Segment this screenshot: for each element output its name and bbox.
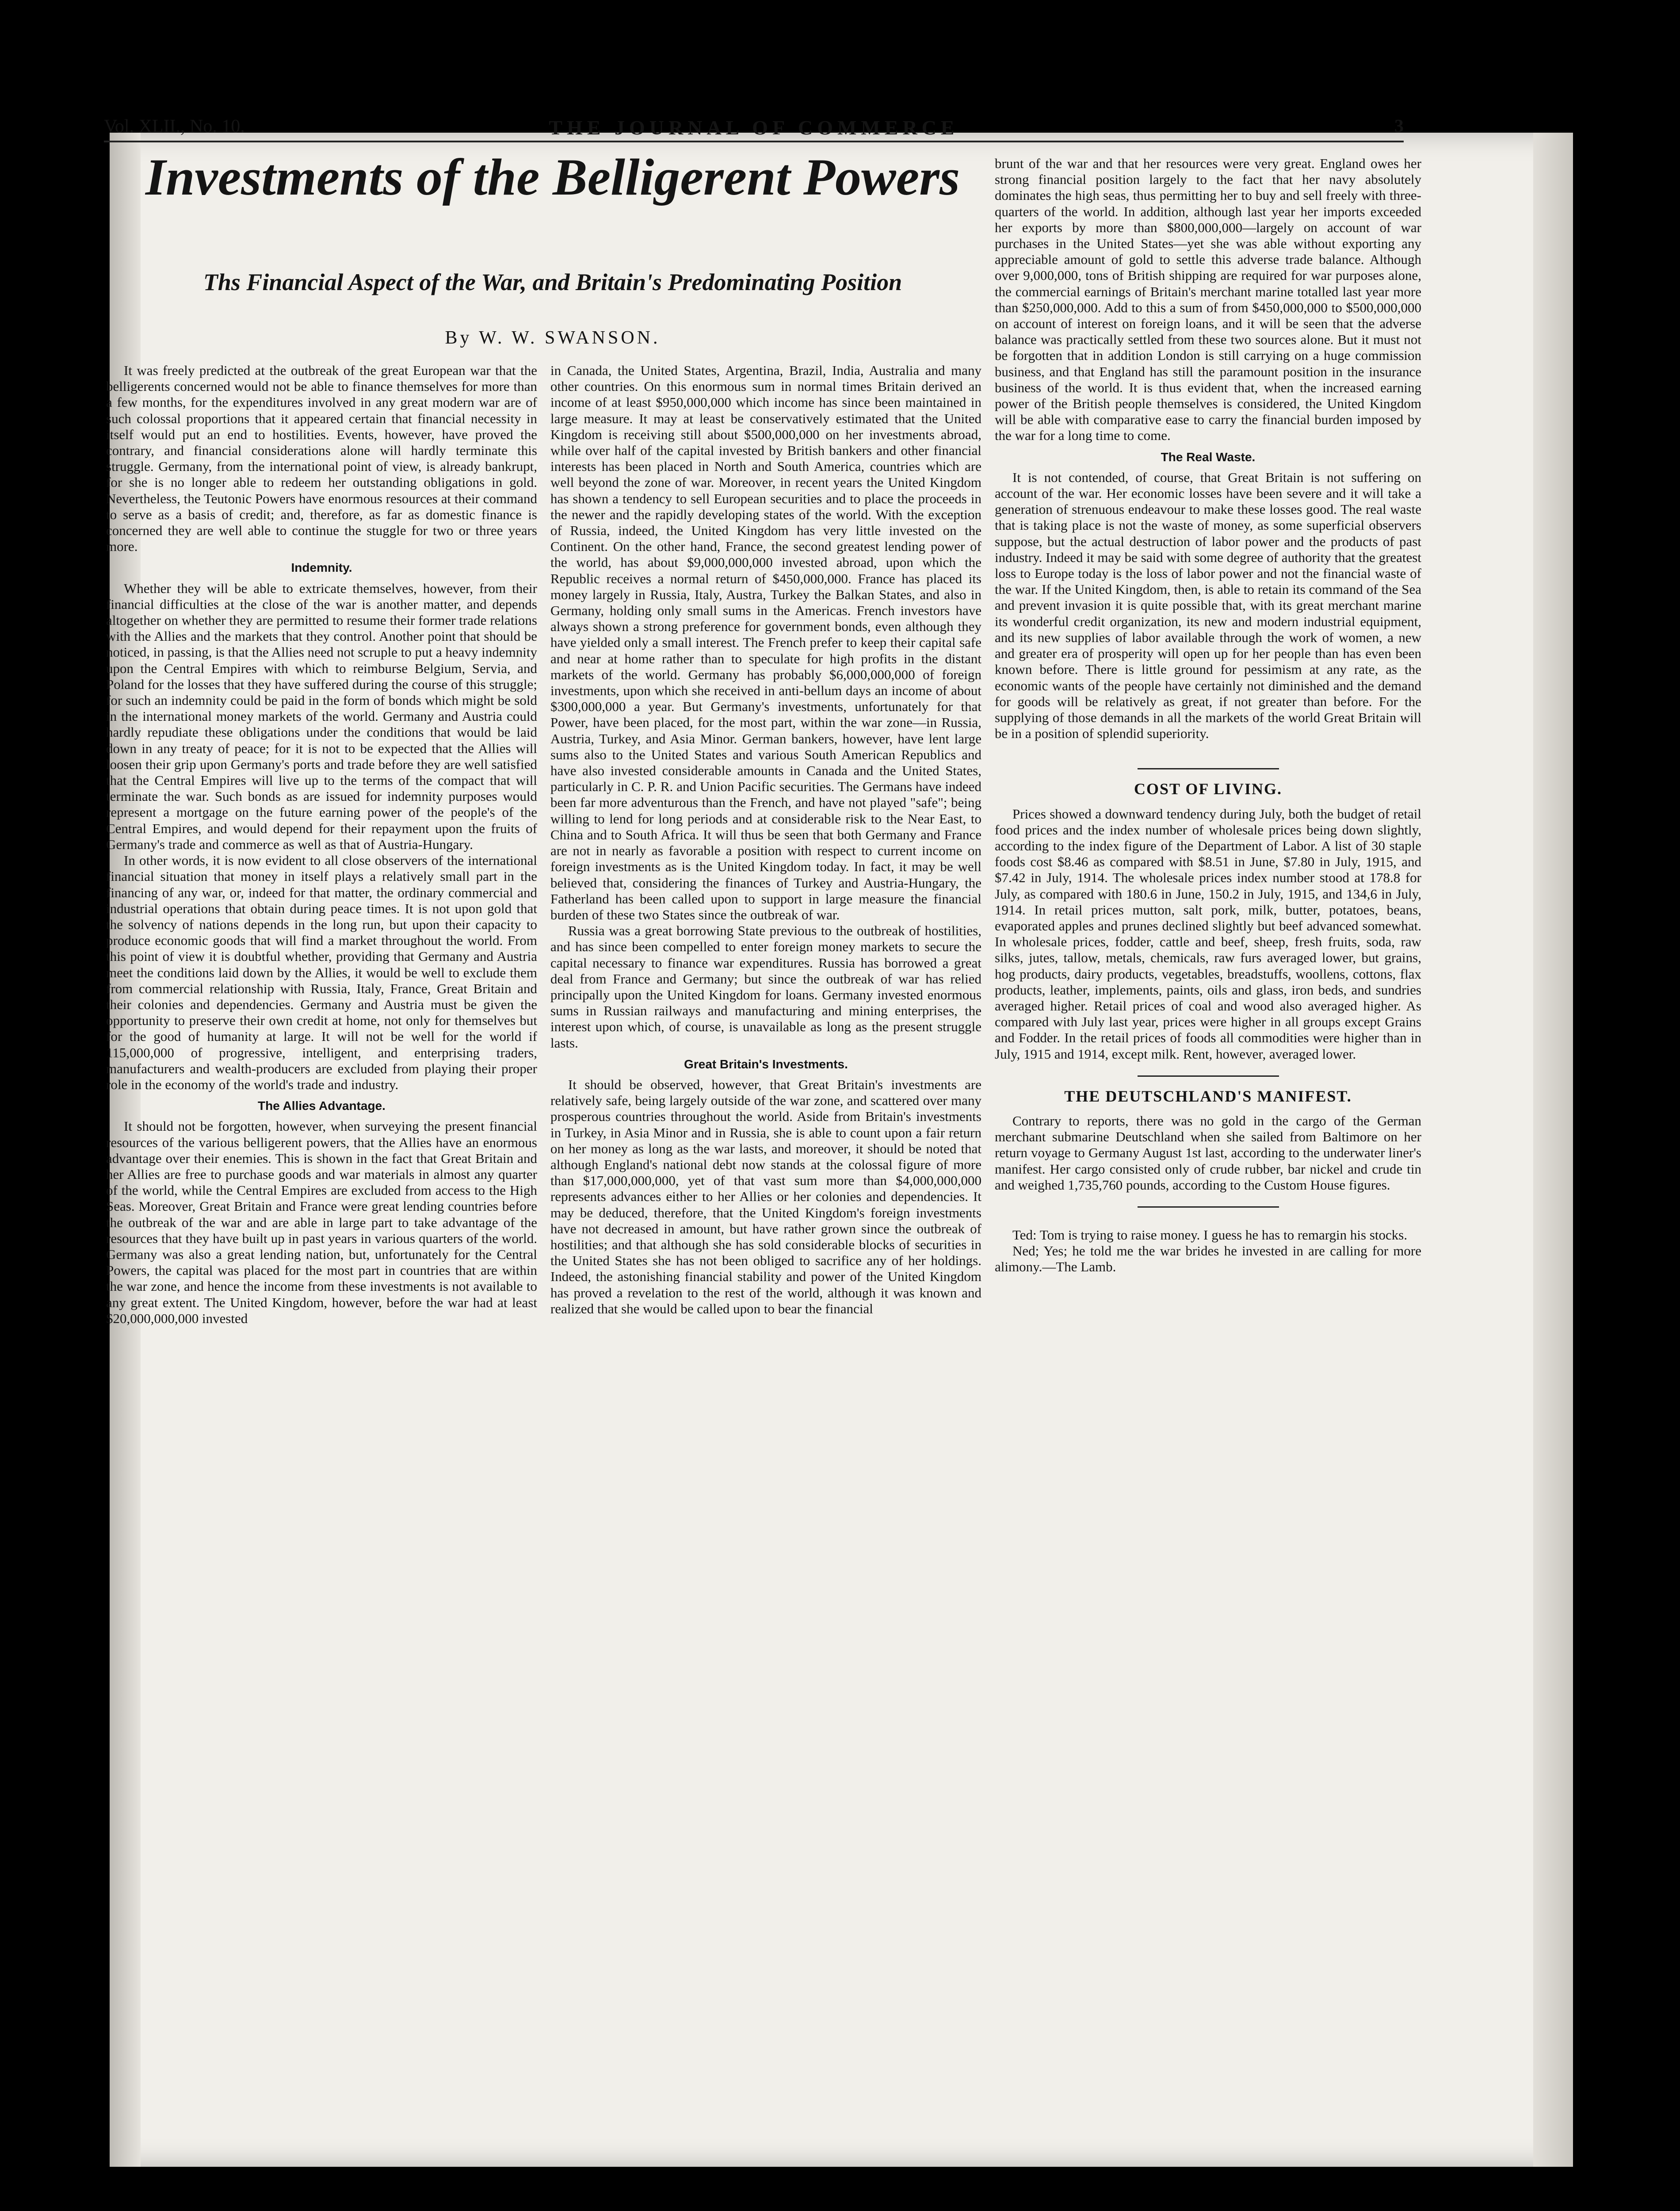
divider [1138, 1075, 1279, 1077]
article-column-3 [995, 156, 1421, 1275]
divider [1138, 768, 1279, 769]
page-right-edge [1533, 133, 1573, 2167]
section-heading-britains-investments: Great Britain's Investments. [684, 1057, 848, 1071]
article-byline: By W. W. SWANSON. [445, 328, 661, 348]
paragraph: It is not contended, of course, that Great Britain is not suffering on account of the war. Her economic losses have been severe and it will take a generation of strenuous endeavour to make these losses good. The real waste that is taking place is not the waste of money, as some superficial observers suppose, but the actual destruction of labor power and the products of past industry. Indeed it may be said with some degree of authority that the greatest loss to Europe today is the loss of labor power and not the financial waste of the war. If the United Kingdom, then, is able to retain its command of the Sea and prevent invasion it is quite possible that, with its great merchant marine its wonderful credit organization, its new and modern industrial equipment, and its new supplies of labor available through the work of women, a new and greater era of prosperity will open up for her people than has even been known before. There is little ground for pessimism at any rate, as the economic wants of the people have certainly not diminished and the demand for goods will be relatively as great, if not greater than before. For the supplying of those demands in all the markets of the world Great Britain will be in a position of splendid superiority. [995, 469, 1421, 742]
cost-of-living-title: COST OF LIVING. [1134, 780, 1283, 798]
divider [1138, 1206, 1279, 1208]
article-subheadline: Ths Financial Aspect of the War, and Britain's Predominating Position [203, 269, 902, 295]
joke-block [995, 1227, 1421, 1275]
paragraph: In other words, it is now evident to all close observers of the international financial situation that money in itself plays a relatively small part in the financing of any war, or, indeed for that matter, the ordinary commercial and industrial operations that obtain during peace times. It is not upon gold that the solvency of nations depends in the long run, but upon their capacity to produce economic goods that will find a market throughout the world. From this point of view it is doubtful whether, providing that Germany and Austria meet the conditions laid down by the Allies, it would be well to exclude them from commercial relationship with Russia, Italy, France, Great Britain and their colonies and dependencies. Germany and Austria must be given the opportunity to preserve their own credit at home, not only for themselves but for the good of humanity at large. It will not be well for the world if 115,000,000 of progressive, intelligent, and enterprising traders, manufacturers and wealth-producers are excluded from playing their proper role in the economy of the world's trade and industry. [106, 853, 537, 1092]
paragraph: Prices showed a downward tendency during July, both the budget of retail food prices and the index number of wholesale prices being down slightly, according to the index figure of the Department of Labor. A list of 30 staple foods cost $8.46 as compared with $8.51 in June, $7.80 in July, 1915, and $7.42 in July, 1914. The wholesale prices index number stood at 178.8 for July, as compared with 180.6 in June, 150.2 in July, 1915, and 134,6 in July, 1914. In retail prices mutton, salt pork, milk, butter, potatoes, beans, evaporated apples and prunes declined slightly but beef advanced somewhat. In wholesale prices, fodder, cattle and beef, sheep, fresh fruits, soda, raw silks, jutes, tallow, metals, chemicals, raw furs averaged lower, but grains, hog products, dairy products, vegetables, breadstuffs, woollens, cottons, flax products, leather, implements, paints, oils and glass, iron beds, and sundries averaged higher. Retail prices of coal and wood also averaged higher. As compared with July last year, prices were higher in all groups except Grains and Fodder. In the retail prices of foods all commodities were higher than in July, 1915 and 1914, except milk. Rent, however, averaged lower. [995, 806, 1421, 1062]
deutschland-manifest-title: THE DEUTSCHLAND'S MANIFEST. [1064, 1087, 1352, 1105]
paragraph: brunt of the war and that her resources were very great. England owes her strong financial position largely to the fact that her navy absolutely dominates the high seas, thus permitting her to buy and sell freely with three-quarters of the world. In addition, although last year her imports exceeded her exports by more than $800,000,000—largely on account of war purchases in the United States—yet she was able without exporting any appreciable amount of gold to settle this adverse trade balance. Although over 9,000,000, tons of British shipping are required for war purposes alone, the commercial earnings of Britain's merchant marine totalled last year more than $250,000,000. Add to this a sum of from $450,000,000 to $500,000,000 on account of interest on foreign loans, and it will be seen that the adverse balance was practically settled from these two sources alone. But it must not be forgotten that in addition London is still carrying on a huge commission business, and that England has still the paramount position in the insurance business of the world. It is thus evident that, when the increased earning power of the British people themselves is considered, the United Kingdom will be able with comparative ease to carry the financial burden imposed by the war for a long time to come. [995, 156, 1421, 444]
paragraph: Contrary to reports, there was no gold in the cargo of the German merchant submarine Deutschland when she sailed from Baltimore on her return voyage to Germany August 1st last, according to the underwater liner's manifest. Her cargo consisted only of crude rubber, bar nickel and crude tin and weighed 1,735,760 pounds, according to the Custom House figures. [995, 1113, 1421, 1193]
paragraph: It was freely predicted at the outbreak of the great European war that the belligerents concerned would not be able to finance themselves for more than a few months, for the expenditures involved in any great modern war are of such colossal proportions that it appeared certain that financial necessity in itself would put an end to hostilities. Events, however, have proved the contrary, and financial considerations alone will hardly terminate this struggle. Germany, from the international point of view, is already bankrupt, for she is no longer able to redeem her outstanding obligations in gold. Nevertheless, the Teutonic Powers have enormous resources at their command to serve as a basis of credit; and, therefore, as far as domestic finance is concerned they are well able to continue the stuggle for two or three years more. [106, 363, 537, 555]
paragraph: Whether they will be able to extricate themselves, however, from their financial difficulties at the close of the war is another matter, and depends altogether on whether they are permitted to resume their former trade relations with the Allies and the markets that they control. Another point that should be noticed, in passing, is that the Allies need not scruple to put a heavy indemnity upon the Central Empires with which to reimburse Belgium, Servia, and Poland for the losses that they have suffered during the course of this struggle; for such an indemnity could be paid in the form of bonds which might be sold in the international money markets of the world. Germany and Austria could hardly repudiate these obligations under the conditions that would be laid down in any treaty of peace; for it is not to be expected that the Allies will loosen their grip upon Germany's ports and trade before they are well satisfied that the Central Empires will live up to the terms of the compact that will terminate the war. Such bonds as are issued for indemnity purposes would represent a mortgage on the future earning power of the people's of the Central Empires, and would depend for their repayment upon the fruits of Germany's trade and commerce as well as that of Austria-Hungary. [106, 580, 537, 852]
paragraph: in Canada, the United States, Argentina, Brazil, India, Australia and many other countries. On this enormous sum in normal times Britain derived an income of at least $950,000,000 which income has since been maintained in large measure. It may at least be conservatively estimated that the United Kingdom is receiving still about $500,000,000 on her investments abroad, while over half of the capital invested by British bankers and other financial interests has been placed in North and South America, countries which are well beyond the zone of war. Moreover, in recent years the United Kingdom has shown a tendency to sell European securities and to place the proceeds in the newer and the rapidly developing states of the world. With the exception of Russia, indeed, the United Kingdom has very little invested on the Continent. On the other hand, France, the second greatest lending power of the world, has about $9,000,000,000 invested abroad, upon which the Republic receives a normal return of $450,000,000. France has placed its money largely in Russia, Italy, Austra, Turkey the Balkan States, and also in Germany, holding only small sums in the Americas. French investors have always shown a strong preference for government bonds, even although they have yielded only a small interest. The French prefer to keep their capital safe and near at home rather than to speculate for high profits in the distant markets of the world. Germany has probably $6,000,000,000 of foreign investments, upon which she received in anti-bellum days an income of about $300,000,000 a year. But Germany's investments, unfortunately for that Power, have been placed, for the most part, within the war zone—in Russia, Austria, Turkey, and Asia Minor. German bankers, however, have lent large sums also to the United States and various South American Republics and have also invested considerable amounts in Canada and the United States, particularly in C. P. R. and Union Pacific securities. The Germans have indeed been far more adventurous than the French, and have not played "safe"; being willing to lend for long periods and at considerable risk to the Near East, to China and to South Africa. It will thus be seen that both Germany and France are not in nearly as favorable a position with respect to current income on foreign investments as is the United Kingdom today. In fact, it may be well believed that, considering the finances of Turkey and Austria-Hungary, the Fatherland has been called upon to support in large measure the financial burden of these two States since the outbreak of war. [550, 363, 981, 922]
paragraph: It should not be forgotten, however, when surveying the present financial resources of the various belligerent powers, that the Allies have an enormous advantage over their enemies. This is shown in the fact that Great Britain and her Allies are free to purchase goods and war materials in almost any quarter of the world, while the Central Empires are excluded from access to the High Seas. Moreover, Great Britain and France were great lending countries before the outbreak of the war and are able in large part to take advantage of the resources that they have built up in past years in various quarters of the world. Germany was also a great lending nation, but, unfortunately for the Central Powers, the capital was placed for the most part in countries that are within the war zone, and hence the income from these investments is not available to any great extent. The United Kingdom, however, before the war had at least $20,000,000,000 invested [106, 1118, 537, 1326]
article-column-1 [106, 363, 537, 1327]
article-headline: Investments of the Belligerent Powers [145, 148, 960, 206]
paragraph: Ted: Tom is trying to raise money. I guess he has to remargin his stocks. [1012, 1227, 1408, 1243]
paragraph: Russia was a great borrowing State previous to the outbreak of hostilities, and has since been compelled to enter foreign money markets to secure the capital necessary to finance war expenditures. Russia has borrowed a great deal from France and Germany; but since the outbreak of war has relied principally upon the United Kingdom for loans. Germany invested enormous sums in Russian railways and manufacturing and mining enterprises, the interest upon which, of course, is unavailable as long as the present struggle lasts. [550, 923, 981, 1051]
section-heading-allies-advantage: The Allies Advantage. [258, 1099, 386, 1113]
header-rule [104, 141, 1404, 142]
article-column-2 [550, 363, 981, 1317]
page-number: 3 [1394, 116, 1404, 137]
journal-title: THE JOURNAL OF COMMERCE [549, 116, 959, 139]
paragraph: It should be observed, however, that Great Britain's investments are relatively safe, being largely outside of the war zone, and scattered over many prosperous countries throughout the world. Aside from Britain's investments in Turkey, in Asia Minor and in Russia, she is able to count upon a fair return on her money as long as the war lasts, and moreover, it should be noted that although England's national debt now stands at the colossal figure of more than $17,000,000,000, yet of that vast sum more than $4,000,000,000 represents advances either to her Allies or her colonies and dependencies. It may be deduced, therefore, that the United Kingdom's foreign investments have not decreased in amount, but have rather grown since the outbreak of hostilities; and that although she has sold considerable blocks of securities in the United States she has not been obliged to sacrifice any of her holdings. Indeed, the astonishing financial stability and power of the United Kingdom has proved a revelation to the rest of the world, although it was known and realized that she would be called upon to bear the financial [550, 1076, 981, 1316]
paragraph: Ned; Yes; he told me the war brides he invested in are calling for more alimony.—The Lamb. [995, 1243, 1421, 1275]
section-heading-real-waste: The Real Waste. [1161, 450, 1256, 464]
volume-number: Vol. XLII., No. 10. [104, 116, 245, 137]
section-heading-indemnity: Indemnity. [291, 561, 352, 575]
